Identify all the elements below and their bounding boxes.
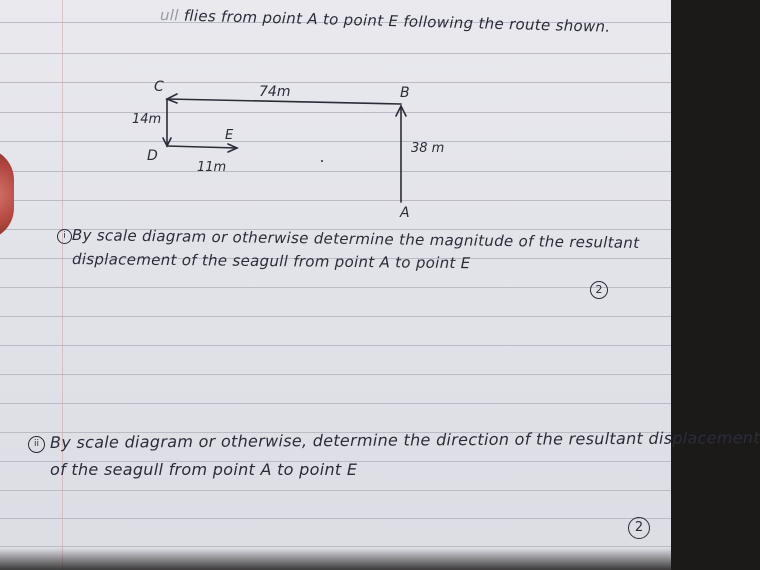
label-distance-de: 11m	[197, 160, 227, 175]
question-2-line-2: of the seagull from point A to point E	[50, 460, 358, 479]
label-point-d: D	[147, 148, 158, 164]
label-point-e: E	[225, 128, 234, 143]
heading-body: flies from point A to point E following the route shown.	[183, 6, 611, 36]
label-distance-cb: 74m	[259, 84, 291, 100]
heading-partial-word: ull	[159, 6, 179, 25]
label-point-c: C	[154, 79, 164, 95]
question-1-marks: 2	[590, 281, 608, 299]
label-distance-ba: 38 m	[411, 141, 445, 156]
label-distance-cd: 14m	[132, 112, 162, 127]
question-1-line-2: displacement of the seagull from point A to point E	[71, 250, 471, 273]
label-point-b: B	[400, 85, 410, 101]
question-2-marks: 2	[628, 517, 650, 539]
question-number-1: i	[57, 229, 72, 244]
photo-edge-shadow	[0, 548, 671, 570]
pen-dot	[321, 160, 323, 162]
segment-d-to-e	[167, 146, 237, 148]
question-number-2: ii	[28, 436, 45, 453]
label-point-a: A	[400, 205, 410, 221]
question-1-line-1: By scale diagram or otherwise determine the magnitude of the resultant	[71, 226, 640, 252]
question-2-line-1: By scale diagram or otherwise, determine the direction of the resultant displacement	[49, 428, 760, 452]
